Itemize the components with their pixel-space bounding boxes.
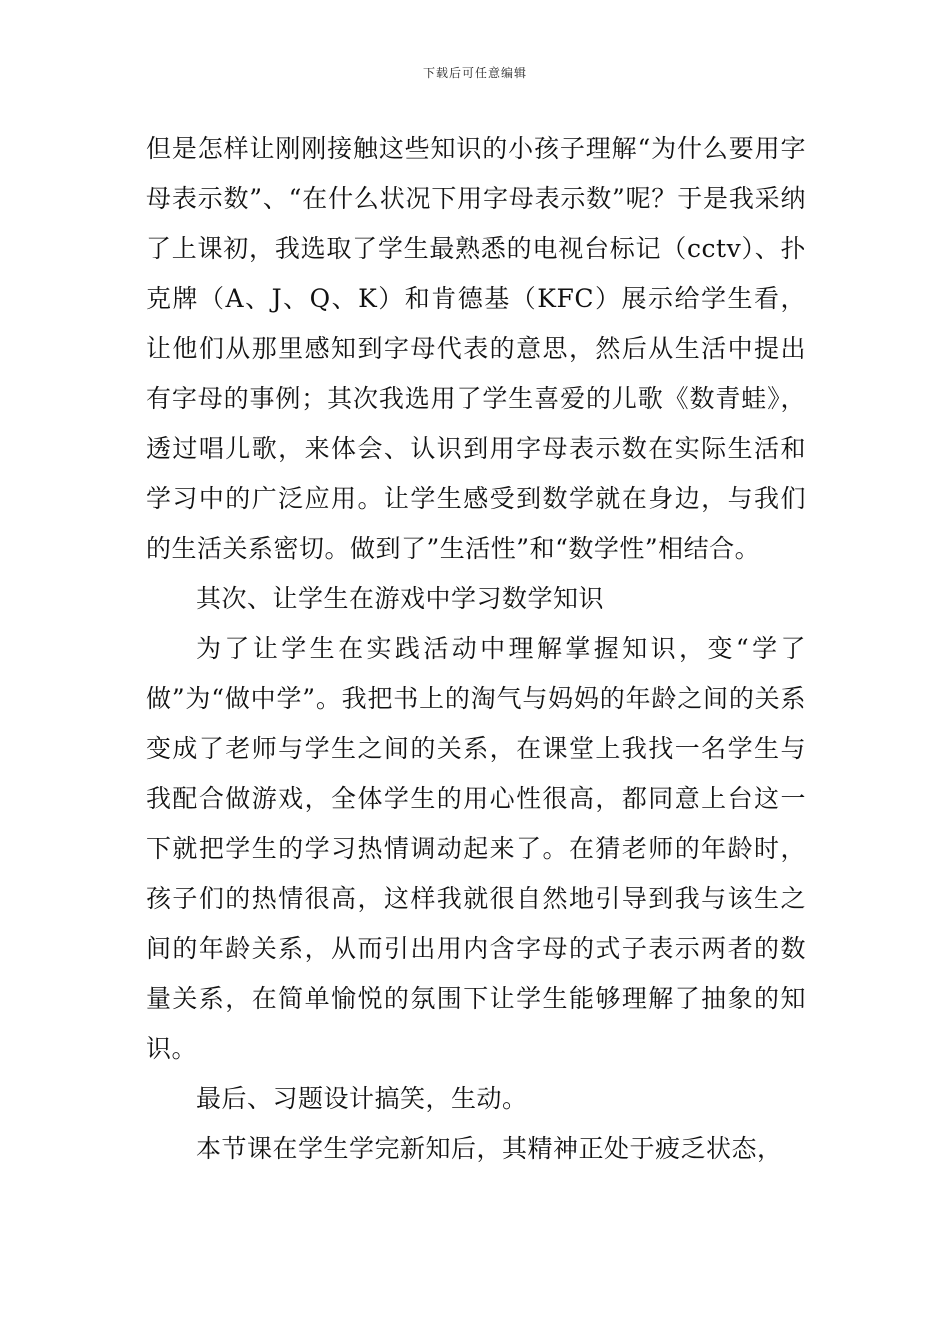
page-header: 下载后可任意编辑 <box>422 66 527 80</box>
paragraph-games: 为了让学生在实践活动中理解掌握知识，变“学了做”为“做中学”。我把书上的淘气与妈妈的年龄之间的关系变成了老师与学生之间的关系，在课堂上我找一名学生与我配合做游戏，全体学生的用心性很高，都同意上台这一下就把学生的学习热情调动起来了。在猜老师的年龄时，孩子们的热情很高，这样我就很自然地引导到我与该生之间的年龄关系，从而引出用内含字母的式子表示两者的数量关系，在简单愉悦的氛围下让学生能够理解了抽象的知识。 <box>146 634 806 1063</box>
document-body <box>146 124 806 1174</box>
paragraph-exercises: 本节课在学生学完新知后，其精神正处于疲乏状态， <box>196 1134 783 1163</box>
section-heading-exercises: 最后、习题设计搞笑，生动。 <box>196 1084 528 1113</box>
section-heading-games: 其次、让学生在游戏中学习数学知识 <box>196 584 605 613</box>
paragraph-intro: 但是怎样让刚刚接触这些知识的小孩子理解“为什么要用字母表示数”、“在什么状况下用字母表示数”呢？于是我采纳了上课初，我选取了学生最熟悉的电视台标记（cctv）、扑克牌（A、J、Q、K）和肯德基（KFC）展示给学生看，让他们从那里感知到字母代表的意思，然后从生活中提出有字母的事例；其次我选用了学生喜爱的儿歌《数青蛙》，透过唱儿歌，来体会、认识到用字母表示数在实际生活和学习中的广泛应用。让学生感受到数学就在身边，与我们的生活关系密切。做到了”生活性”和“数学性”相结合。 <box>146 134 806 563</box>
